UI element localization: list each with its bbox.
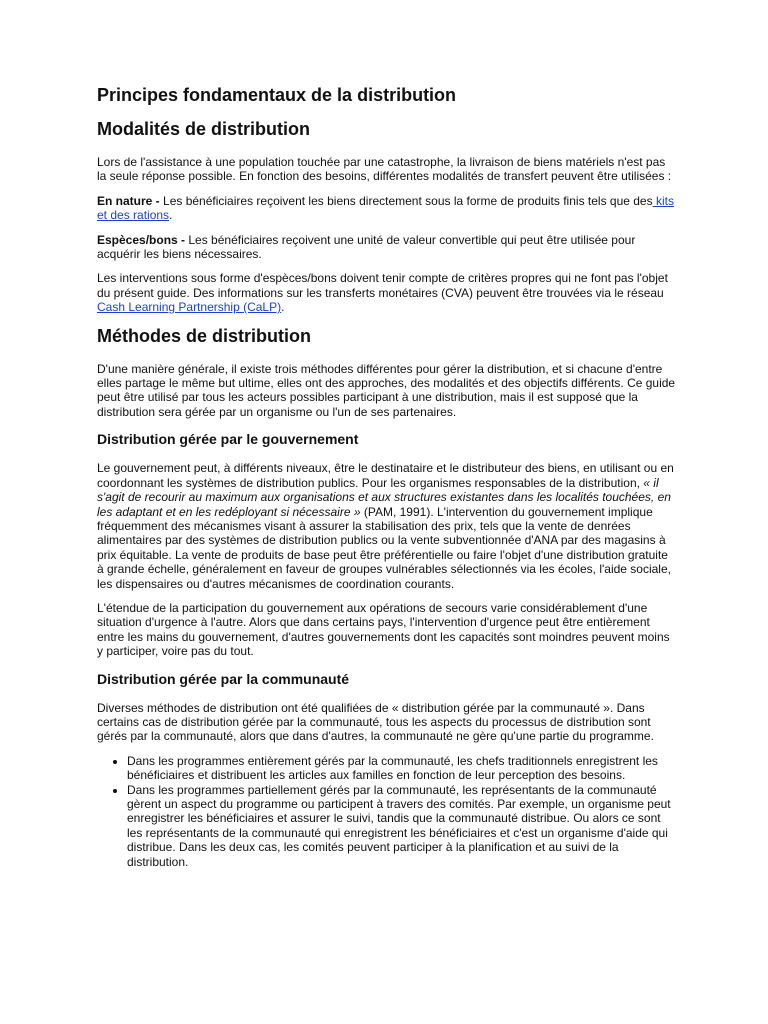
communaute-bullet-list [97, 754, 677, 869]
gouvernement-quote: « il s'agit de recourir au maximum aux organisations et aux structures existantes dans les localités touchées, en les adaptant et en les redéployant si nécessaire » [97, 475, 671, 519]
gouvernement-paragraph-1 [97, 461, 677, 591]
paragraph-especes [97, 233, 677, 262]
list-item: • Dans les programmes partiellement gérés par la communauté, les représentants de la communauté gèrent un aspect du programme ou participent à travers des comités. Par exemple, un organisme peut enregistrer les bénéficiaires et assurer le suivi, tandis que la communauté distribue. Ou alors ce sont les représentants de la communauté qui enregistrent les bénéficiaires et c'est un organisme d'aide qui distribue. Dans les deux cas, les comités peuvent participer à la planification et au suivi de la distribution. [127, 783, 677, 869]
heading-communaute: Distribution gérée par la communauté [97, 670, 350, 687]
gouvernement-p1-start: Le gouvernement peut, à différents niveaux, être le destinataire et le distributeur des biens, en utilisant ou en coordonnant les systèmes de distribution publics. Pour les organismes responsables de la distribution, [97, 461, 674, 490]
paragraph-cva [97, 271, 677, 314]
cva-end: . [281, 300, 285, 315]
heading-methodes: Méthodes de distribution [97, 325, 311, 346]
en-nature-end: . [169, 208, 173, 223]
heading-modalites: Modalités de distribution [97, 119, 311, 139]
en-nature-label: En nature - [97, 193, 164, 208]
page-title: Principes fondamentaux de la distribution [97, 85, 457, 105]
en-nature-text: Les bénéficiaires reçoivent les biens directement sous la forme de produits finis tels que des [163, 193, 653, 208]
gouvernement-p1-end: (PAM, 1991). L'intervention du gouvernement implique fréquemment des mécanismes visant à assurer la stabilisation des prix, tels que la vente de denrées alimentaires par des systèmes de distribution publics ou la vente subventionnée d'ANA par des magasins à prix équitable. La vente de produits de base peut être préférentielle ou faire l'objet d'une distribution gratuite à grande échelle, généralement en faveur de groupes vulnérables sélectionnés via les écoles, l'aide sociale, les dispensaires ou d'autres mécanismes de coordination courants. [97, 504, 671, 591]
kits-rations-link[interactable]: kits et des rations [97, 193, 674, 223]
modalites-intro: Lors de l'assistance à une population touchée par une catastrophe, la livraison de biens matériels n'est pas la seule réponse possible. En fonction des besoins, différentes modalités de transfert peuvent être utilisées : [97, 155, 672, 184]
cva-text: Les interventions sous forme d'espèces/bons doivent tenir compte de critères propres qui ne font pas l'objet du présent guide. Des informations sur les transferts monétaires (CVA) peuvent être trouvées via le réseau [97, 271, 668, 300]
especes-label: Espèces/bons - [97, 232, 189, 247]
communaute-intro: Diverses méthodes de distribution ont été qualifiées de « distribution gérée par la communauté ». Dans certains cas de distribution gérée par la communauté, tous les aspects du processus de distribution sont gérés par la communauté, alors que dans d'autres, la communauté ne gère qu'une partie du programme. [97, 700, 654, 744]
calp-link[interactable]: Cash Learning Partnership (CaLP) [97, 300, 282, 315]
methodes-intro: D'une manière générale, il existe trois méthodes différentes pour gérer la distribution, et si chacune d'entre elles partage le même but ultime, elles ont des approches, des modalités et des objectifs différents. Ce guide peut être utilisé par tous les acteurs possibles participant à une distribution, mais il est supposé que la distribution sera gérée par un organisme ou l'un de ses partenaires. [97, 361, 676, 419]
gouvernement-paragraph-2: L'étendue de la participation du gouvernement aux opérations de secours varie considérablement d'une situation d'urgence à l'autre. Alors que dans certains pays, l'intervention d'urgence peut être entièrement entre les mains du gouvernement, d'autres gouvernements dont les capacités sont moindres peuvent moins y participer, voire pas du tout. [97, 600, 670, 659]
list-item: • Dans les programmes entièrement gérés par la communauté, les chefs traditionnels enregistrent les bénéficiaires et distribuent les articles aux familles en fonction de leur perception des besoins. [127, 754, 677, 783]
heading-gouvernement: Distribution gérée par le gouvernement [97, 431, 359, 448]
paragraph-en-nature [97, 194, 677, 223]
document-content [97, 80, 677, 869]
especes-text: Les bénéficiaires reçoivent une unité de valeur convertible qui peut être utilisée pour acquérir les biens nécessaires. [97, 232, 636, 262]
